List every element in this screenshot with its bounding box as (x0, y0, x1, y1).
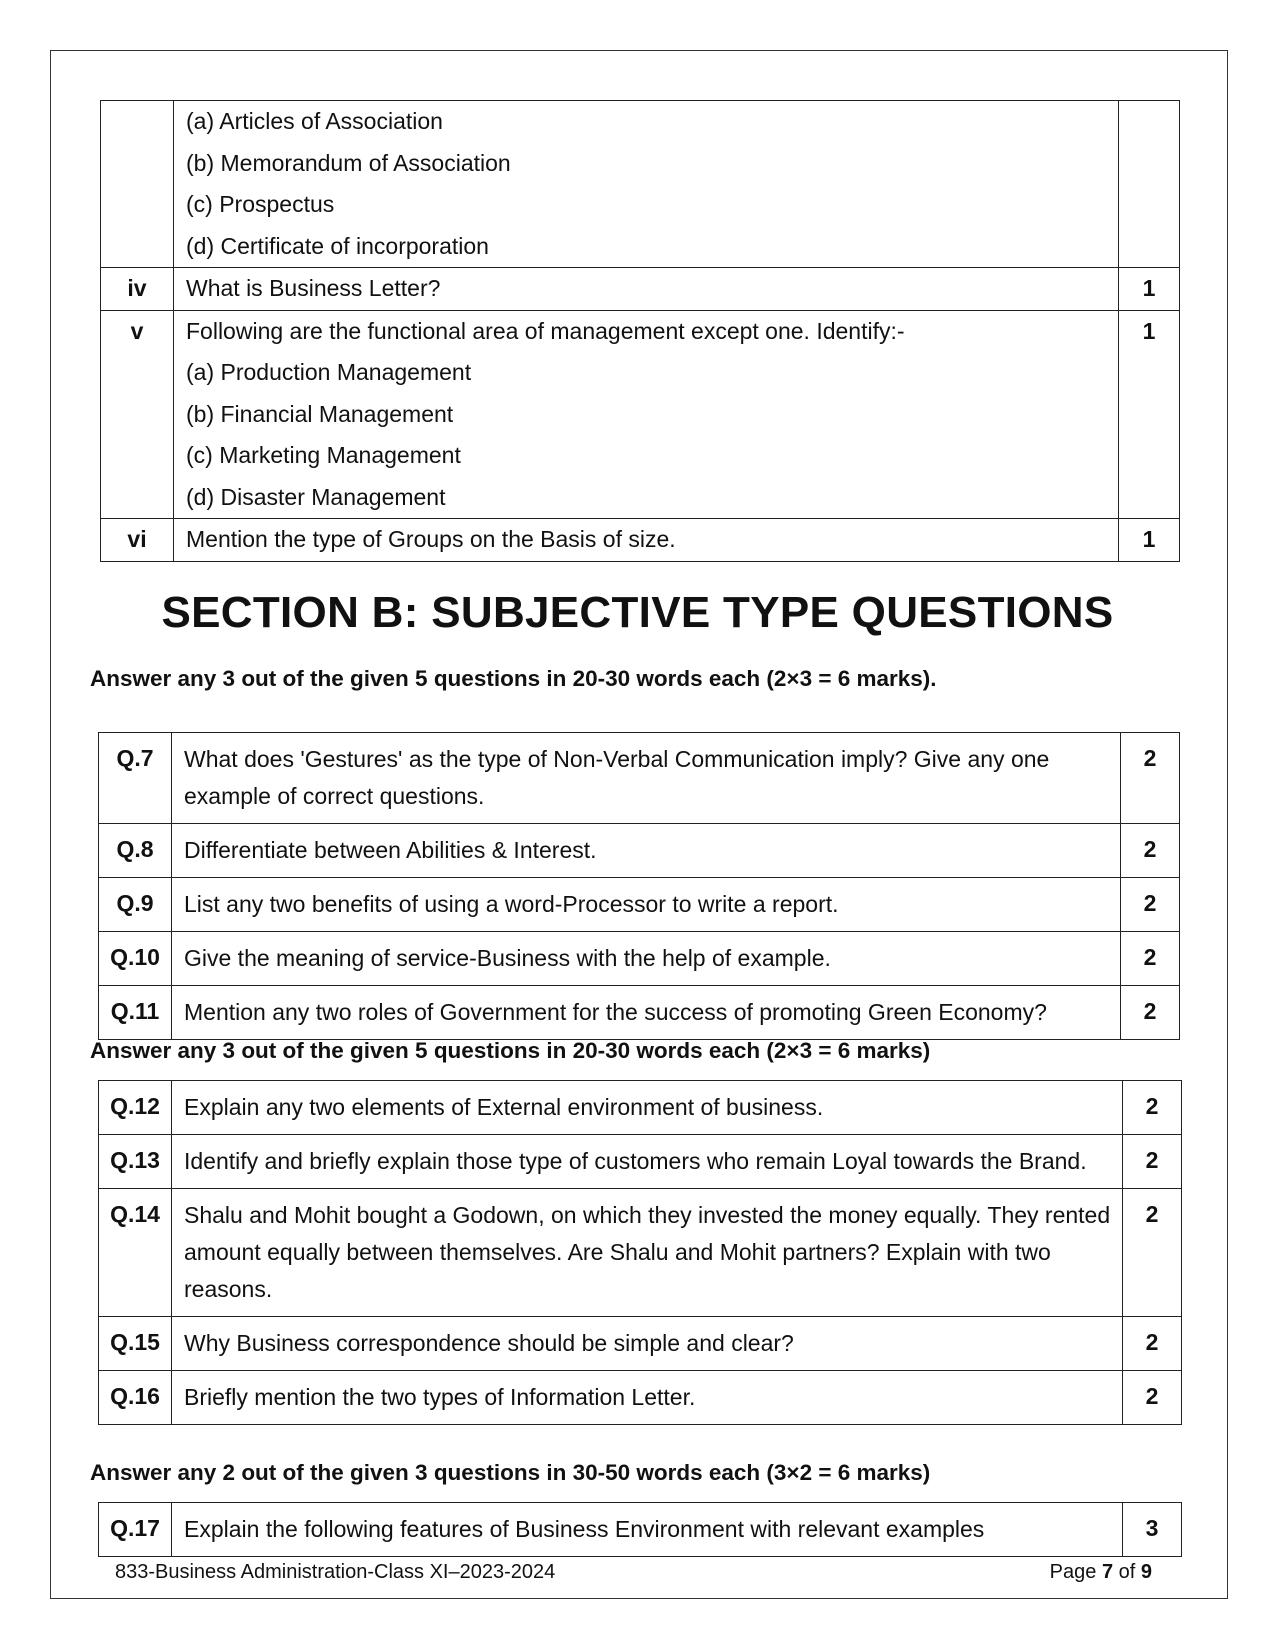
question-number: Q.13 (99, 1135, 172, 1189)
questions-table (98, 732, 1180, 1040)
marks-cell: 2 (1121, 932, 1180, 986)
question-number: Q.17 (99, 1503, 172, 1557)
marks-cell: 3 (1123, 1503, 1182, 1557)
question-number: vi (101, 519, 174, 562)
footer-course-label: 833-Business Administration-Class XI–2023-2024 (115, 1561, 556, 1583)
page-label: Page (1049, 1561, 1097, 1583)
page-current: 7 (1101, 1561, 1114, 1583)
marks-cell (1119, 101, 1180, 268)
question-number (101, 101, 174, 268)
footer-page-number (1050, 1561, 1152, 1584)
table-row (99, 1371, 1182, 1425)
option-line: (a) Articles of Association (186, 108, 443, 134)
mcq-table (100, 100, 1180, 562)
marks-cell: 1 (1119, 519, 1180, 562)
option-line: (b) Financial Management (186, 400, 454, 427)
question-number: iv (101, 268, 174, 311)
marks-cell: 2 (1121, 824, 1180, 878)
marks-cell: 2 (1123, 1081, 1182, 1135)
question-number: Q.12 (99, 1081, 172, 1135)
questions-table (98, 1502, 1182, 1557)
marks-cell: 2 (1123, 1371, 1182, 1425)
of-label: of (1118, 1561, 1136, 1583)
option-line: (c) Prospectus (186, 191, 335, 217)
option-line: (a) Production Management (186, 359, 472, 385)
table-row (101, 268, 1180, 311)
question-text (174, 101, 1119, 268)
question-number: Q.15 (99, 1317, 172, 1371)
question-text: Differentiate between Abilities & Interest. (172, 824, 1121, 878)
question-text (174, 268, 1119, 311)
marks-cell: 2 (1121, 878, 1180, 932)
table-row (99, 878, 1180, 932)
question-text: Shalu and Mohit bought a Godown, on which they invested the money equally. They rented amount equally between themselves. Are Shalu and Mohit partners? Explain with two reasons. (172, 1189, 1123, 1317)
question-text: Mention any two roles of Government for the success of promoting Green Economy? (172, 986, 1121, 1040)
question-line: What is Business Letter? (186, 275, 441, 301)
table-row (99, 1135, 1182, 1189)
table-row (99, 1081, 1182, 1135)
marks-cell: 2 (1123, 1317, 1182, 1371)
question-text: List any two benefits of using a word-Processor to write a report. (172, 878, 1121, 932)
instruction-text: Answer any 3 out of the given 5 questions in 20-30 words each (2×3 = 6 marks). (90, 666, 937, 691)
table-row (101, 310, 1180, 519)
question-number: Q.7 (99, 733, 172, 824)
question-text: Briefly mention the two types of Information Letter. (172, 1371, 1123, 1425)
instruction-text: Answer any 3 out of the given 5 questions in 20-30 words each (2×3 = 6 marks) (90, 1038, 931, 1063)
question-text: Give the meaning of service-Business with the help of example. (172, 932, 1121, 986)
table-row (99, 1317, 1182, 1371)
table-row (101, 101, 1180, 268)
question-text (174, 310, 1119, 519)
question-line: Following are the functional area of management except one. Identify:- (186, 317, 905, 344)
table-row (99, 1189, 1182, 1317)
table-row (99, 824, 1180, 878)
question-number: Q.10 (99, 932, 172, 986)
option-line: (d) Disaster Management (186, 483, 446, 510)
table-row (99, 733, 1180, 824)
marks-cell: 2 (1121, 733, 1180, 824)
table-row (99, 986, 1180, 1040)
question-text: Why Business correspondence should be simple and clear? (172, 1317, 1123, 1371)
question-line: Mention the type of Groups on the Basis of size. (186, 526, 676, 552)
question-number: Q.11 (99, 986, 172, 1040)
option-line: (c) Marketing Management (186, 442, 461, 468)
question-number: Q.8 (99, 824, 172, 878)
table-row (101, 519, 1180, 562)
question-text: Identify and briefly explain those type of customers who remain Loyal towards the Brand. (172, 1135, 1123, 1189)
option-line: (b) Memorandum of Association (186, 149, 511, 176)
option-line: (d) Certificate of incorporation (186, 232, 489, 259)
marks-cell: 2 (1121, 986, 1180, 1040)
marks-cell: 2 (1123, 1189, 1182, 1317)
question-number: v (101, 310, 174, 519)
section-title: SECTION B: SUBJECTIVE TYPE QUESTIONS (161, 588, 1114, 637)
marks-cell: 1 (1119, 310, 1180, 519)
question-text: Explain any two elements of External environment of business. (172, 1081, 1123, 1135)
table-row (99, 1503, 1182, 1557)
question-text (174, 519, 1119, 562)
instruction-text: Answer any 2 out of the given 3 questions in 30-50 words each (3×2 = 6 marks) (90, 1460, 931, 1485)
questions-table (98, 1080, 1182, 1425)
marks-cell: 2 (1123, 1135, 1182, 1189)
question-number: Q.14 (99, 1189, 172, 1317)
table-row (99, 932, 1180, 986)
question-number: Q.9 (99, 878, 172, 932)
question-text: Explain the following features of Business Environment with relevant examples (172, 1503, 1123, 1557)
page-total: 9 (1140, 1561, 1152, 1583)
question-text: What does 'Gestures' as the type of Non-Verbal Communication imply? Give any one example of correct questions. (172, 733, 1121, 824)
question-number: Q.16 (99, 1371, 172, 1425)
marks-cell: 1 (1119, 268, 1180, 311)
